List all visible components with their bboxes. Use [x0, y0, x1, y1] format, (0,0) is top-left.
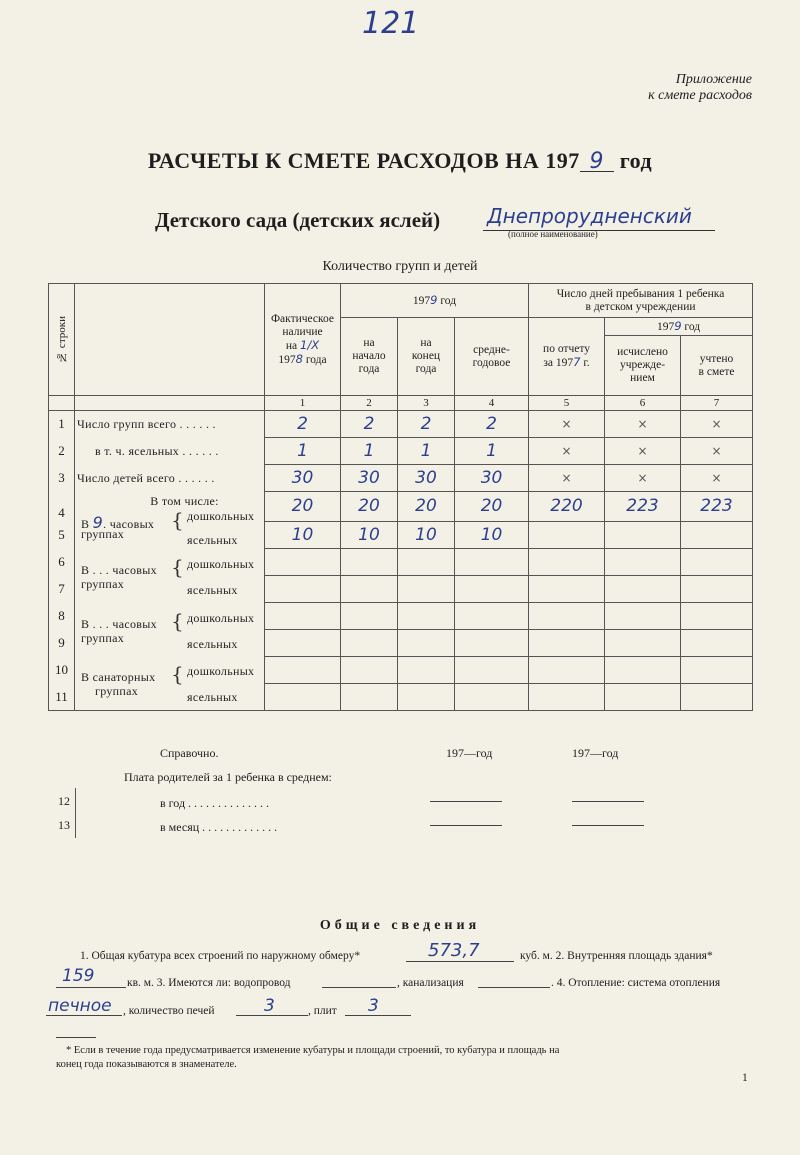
- general-title: Общие сведения: [319, 918, 481, 933]
- heating-value: печное: [48, 996, 112, 1016]
- days-header: Число дней пребывания 1 ребенка в детском учреждении: [529, 284, 753, 318]
- area-line: [56, 987, 126, 988]
- table-row: 3 Число детей всего . . . . . . 30 30 30 30 × × ×: [49, 465, 753, 492]
- general-p2: кв. м. 3. Имеются ли: водопровод: [127, 977, 291, 989]
- plates-value: 3: [368, 996, 379, 1016]
- appendix-line2: к смете расходов: [648, 88, 752, 103]
- table-row: 8 В . . . часовых группах { дошкольных ясельных: [49, 603, 753, 630]
- title-suffix: год: [619, 148, 653, 173]
- plates-label: , плит: [308, 1005, 337, 1017]
- sheet-number: 121: [362, 6, 420, 41]
- subtitle: Детского сада (детских яслей): [155, 208, 441, 232]
- row13-value-line1: [430, 825, 502, 826]
- table-row: 6 В . . . часовых группах { дошкольных ясельных: [49, 549, 753, 576]
- reference-divider: [75, 788, 78, 838]
- institution-name-line: [483, 204, 715, 231]
- general-p1-unit: куб. м. 2. Внутренняя площадь здания*: [520, 950, 713, 962]
- group-c-label: В . . . часовых группах { дошкольных ясельных: [75, 549, 265, 603]
- average-header: средне- годовое: [455, 318, 529, 396]
- table-row: 4 В том числе: В 9. часовых группах { дошкольных ясельных 20 20 20 20 220 223 223: [49, 492, 753, 522]
- volume-value: 573,7: [428, 940, 480, 961]
- name-caption: (полное наименование): [508, 229, 598, 239]
- row12-label: в год . . . . . . . . . . . . . .: [160, 796, 270, 810]
- group-d-label: В . . . часовых группах { дошкольных ясельных: [75, 603, 265, 657]
- reference-year1: 197—год: [446, 746, 493, 760]
- sewer-label: , канализация: [397, 977, 464, 989]
- appendix-note: [648, 72, 752, 104]
- footnote-rule: [56, 1037, 96, 1038]
- column-numbers-row: 1 2 3 4 5 6 7: [49, 396, 753, 411]
- title-year-digit: 9: [580, 153, 614, 172]
- reference-label: Справочно.: [160, 746, 219, 760]
- row13-number: 13: [58, 818, 70, 832]
- row12-value-line1: [430, 801, 502, 802]
- institution-name: Днепрорудненский: [487, 204, 692, 228]
- page-number: 1: [742, 1072, 748, 1084]
- start-year-header: на начало года: [341, 318, 398, 396]
- table-row: 11: [49, 684, 753, 711]
- year-header: 1979 год: [341, 284, 529, 318]
- footnote-line2: конец года показываются в знаменателе.: [56, 1059, 237, 1070]
- sewer-line: [478, 987, 550, 988]
- row12-number: 12: [58, 794, 70, 808]
- general-p1: 1. Общая кубатура всех строений по наружному обмеру*: [80, 950, 361, 962]
- general-p4: . 4. Отопление: система отопления: [551, 977, 721, 989]
- appendix-line1: Приложение: [675, 72, 752, 87]
- days-year-header: 1979 год: [605, 318, 753, 336]
- calc-header: исчислено учрежде- нием: [605, 336, 681, 396]
- table-caption: Количество групп и детей: [322, 259, 478, 274]
- area-value: 159: [62, 966, 95, 986]
- table-row: 2 в т. ч. ясельных . . . . . . 1 1 1 1 × × ×: [49, 438, 753, 465]
- title-prefix: РАСЧЕТЫ К СМЕТЕ РАСХОДОВ НА 197: [147, 148, 580, 173]
- groups-children-table: [48, 283, 753, 711]
- row12-value-line2: [572, 801, 644, 802]
- group-sanatorium-label: В санаторных группах { дошкольных ясельных: [75, 657, 265, 711]
- stoves-value: 3: [264, 996, 275, 1016]
- parent-fee-label: Плата родителей за 1 ребенка в среднем:: [124, 770, 332, 784]
- volume-line: [406, 961, 514, 962]
- document-title: [0, 148, 800, 174]
- stoves-label: , количество печей: [123, 1005, 215, 1017]
- reference-year2: 197—год: [572, 746, 619, 760]
- budget-header: учтено в смете: [681, 336, 753, 396]
- end-year-header: на конец года: [398, 318, 455, 396]
- report-header: по отчету за 1977 г.: [529, 318, 605, 396]
- fact-header: Фактическое наличие на 1/X 1978 года: [265, 284, 341, 396]
- label-header: [75, 284, 265, 396]
- row13-value-line2: [572, 825, 644, 826]
- water-line: [322, 987, 396, 988]
- footnote-line1: * Если в течение года предусматривается изменение кубатуры и площади строений, то кубатура и площадь на: [66, 1045, 560, 1056]
- table-row: 9: [49, 630, 753, 657]
- row-number-header: № строки: [49, 284, 75, 396]
- table-row: 5 10 10 10 10: [49, 521, 753, 548]
- table-row: 1 Число групп всего . . . . . . 2 2 2 2 × × ×: [49, 411, 753, 438]
- table-row: 10 В санаторных группах { дошкольных ясельных: [49, 657, 753, 684]
- group-9h-label: В том числе: В 9. часовых группах { дошкольных ясельных: [75, 492, 265, 549]
- row13-label: в месяц . . . . . . . . . . . . .: [160, 820, 278, 834]
- table-row: 7: [49, 576, 753, 603]
